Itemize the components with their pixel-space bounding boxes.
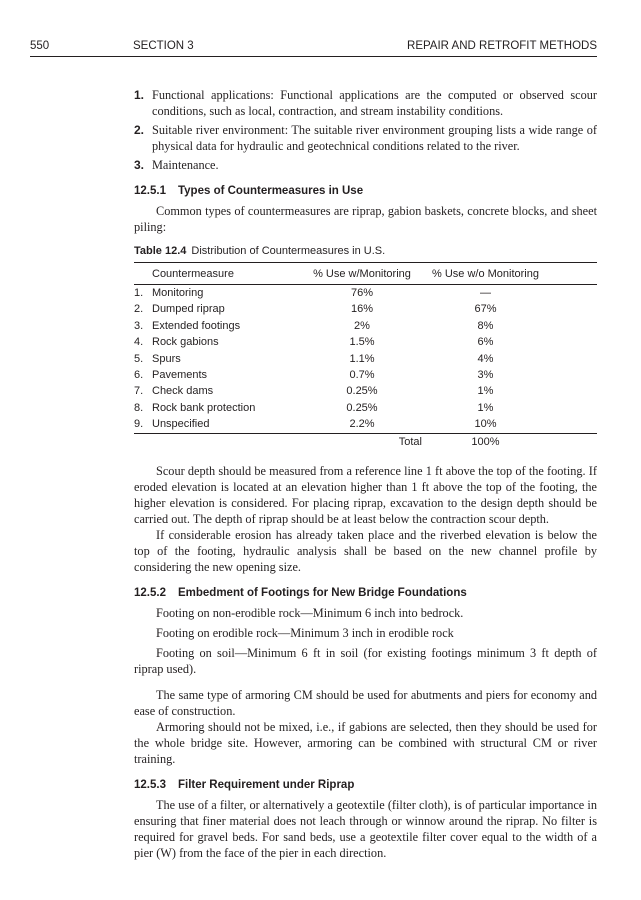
footing-rule: Footing on non-erodible rock—Minimum 6 inch into bedrock.: [156, 605, 464, 620]
column-header: Countermeasure: [152, 263, 302, 285]
list-item-text: Maintenance.: [152, 158, 219, 172]
row-countermeasure: Unspecified: [152, 416, 302, 433]
paragraph: The use of a filter, or alternatively a geotextile (filter cloth), is of particular importance in ensuring that finer material does not leach through or winnow around the riprap. No filter is required for gravel beds. For sand beds, use a geotextile filter cover equal to the width of a pier (W) from the face of the pier in each direction.: [134, 797, 597, 860]
table-row: [134, 318, 597, 334]
section-number: 12.5.2: [134, 586, 166, 599]
row-with-monitoring: 16%: [350, 303, 374, 316]
table-caption-label: Table 12.4: [134, 245, 187, 257]
row-with-monitoring: 2.2%: [302, 416, 422, 433]
row-without-monitoring: 1%: [477, 401, 494, 414]
footing-rule: Footing on erodible rock—Minimum 3 inch in erodible rock: [156, 625, 454, 640]
intro-list: [134, 87, 597, 173]
table-row: [134, 301, 597, 317]
row-countermeasure: Rock gabions: [152, 336, 219, 349]
row-with-monitoring: 0.25%: [346, 401, 378, 414]
list-item-number: 2.: [134, 123, 145, 137]
row-without-monitoring: 10%: [422, 416, 549, 433]
paragraph: Common types of countermeasures are riprap, gabion baskets, concrete blocks, and sheet piling:: [134, 204, 597, 234]
list-item-text: Suitable river environment: The suitable river environment grouping lists a wide range of physical data for hydraulic and geotechnical conditions related to the river.: [152, 123, 597, 153]
chapter-title: REPAIR AND RETROFIT METHODS: [407, 40, 597, 52]
section-number: 12.5.1: [134, 185, 166, 197]
row-number: 3.: [134, 319, 144, 332]
row-with-monitoring: 1.1%: [349, 352, 375, 365]
table-caption: [134, 245, 597, 257]
row-countermeasure: Spurs: [152, 352, 181, 365]
section-label: SECTION 3: [133, 40, 194, 52]
table-row: [134, 383, 597, 399]
table-header-row: [134, 263, 597, 285]
column-header: % Use w/o Monitoring: [422, 263, 549, 285]
row-countermeasure: Extended footings: [152, 319, 241, 332]
countermeasure-table: [134, 262, 597, 451]
list-item: [134, 122, 597, 154]
row-number: 1.: [134, 287, 144, 299]
header-rule: [30, 56, 597, 57]
row-with-monitoring: 0.7%: [349, 369, 375, 382]
row-countermeasure: Pavements: [152, 369, 208, 382]
list-item-number: 3.: [134, 158, 145, 172]
section-title: Filter Requirement under Riprap: [177, 778, 355, 791]
row-without-monitoring: 6%: [477, 336, 494, 349]
row-number: 8.: [134, 401, 144, 414]
row-number: 7.: [134, 385, 144, 398]
section-title: Embedment of Footings for New Bridge Foundations: [177, 586, 467, 599]
row-countermeasure: Rock bank protection: [152, 401, 256, 414]
table-row: [134, 351, 597, 367]
paragraph: Scour depth should be measured from a reference line 1 ft above the top of the footing. If eroded elevation is located at an elevation higher than 1 ft above the top of the footing, the higher elevation is considered. For placing riprap, excavation to the design depth should be carried out. The depth of riprap should be at least below the contraction scour depth.: [134, 463, 597, 526]
section-heading-12-5-3: [134, 777, 597, 793]
running-head: [30, 40, 597, 60]
table-total-row: [134, 433, 597, 451]
row-without-monitoring: 3%: [477, 369, 494, 382]
row-with-monitoring: 1.5%: [349, 336, 375, 349]
section-title: Types of Countermeasures in Use: [177, 185, 364, 197]
row-countermeasure: Check dams: [152, 385, 214, 398]
table-row: [134, 400, 597, 416]
section-heading-12-5-1: [134, 183, 597, 199]
section-heading-12-5-2: [134, 585, 597, 601]
row-without-monitoring: —: [480, 287, 491, 299]
row-countermeasure: Monitoring: [152, 287, 204, 299]
list-item: [134, 157, 597, 173]
section-number: 12.5.3: [134, 778, 166, 791]
row-without-monitoring: 67%: [474, 303, 497, 316]
paragraph: If considerable erosion has already taken place and the riverbed elevation is below the top of the footing, hydraulic analysis shall be based on the new channel profile by considering the new opening size.: [134, 527, 597, 574]
row-number: 4.: [134, 336, 144, 349]
row-without-monitoring: 8%: [477, 319, 494, 332]
table-row: [134, 334, 597, 350]
row-number: 9.: [134, 416, 152, 433]
column-header: % Use w/Monitoring: [302, 263, 422, 285]
list-item: [134, 87, 597, 119]
table-caption-text: Distribution of Countermeasures in U.S.: [191, 245, 386, 257]
row-number: 6.: [134, 369, 144, 382]
list-item-number: 1.: [134, 88, 145, 102]
row-without-monitoring: 1%: [477, 385, 494, 398]
page-number: 550: [30, 40, 50, 52]
total-label: Total: [398, 435, 422, 448]
table-row: [134, 367, 597, 383]
row-with-monitoring: 2%: [354, 319, 370, 332]
row-without-monitoring: 4%: [477, 352, 494, 365]
footing-rule: Footing on soil—Minimum 6 ft in soil (for existing footings minimum 3 ft depth of riprap used).: [134, 645, 597, 676]
row-countermeasure: Dumped riprap: [152, 303, 225, 316]
table-row: [134, 416, 597, 433]
row-with-monitoring: 76%: [350, 287, 374, 299]
paragraph: The same type of armoring CM should be used for abutments and piers for economy and ease of construction.: [134, 687, 597, 718]
row-number: 5.: [134, 352, 144, 365]
row-number: 2.: [134, 303, 144, 316]
list-item-text: Functional applications: Functional applications are the computed or observed scour conditions, such as local, contraction, and stream instability conditions.: [152, 88, 597, 118]
page-body: [134, 87, 597, 861]
total-value: 100%: [471, 435, 500, 448]
paragraph: Armoring should not be mixed, i.e., if gabions are selected, then they should be used for the whole bridge site. However, armoring can be combined with structural CM or river training.: [134, 719, 597, 766]
table-row: [134, 285, 597, 302]
row-with-monitoring: 0.25%: [346, 385, 378, 398]
